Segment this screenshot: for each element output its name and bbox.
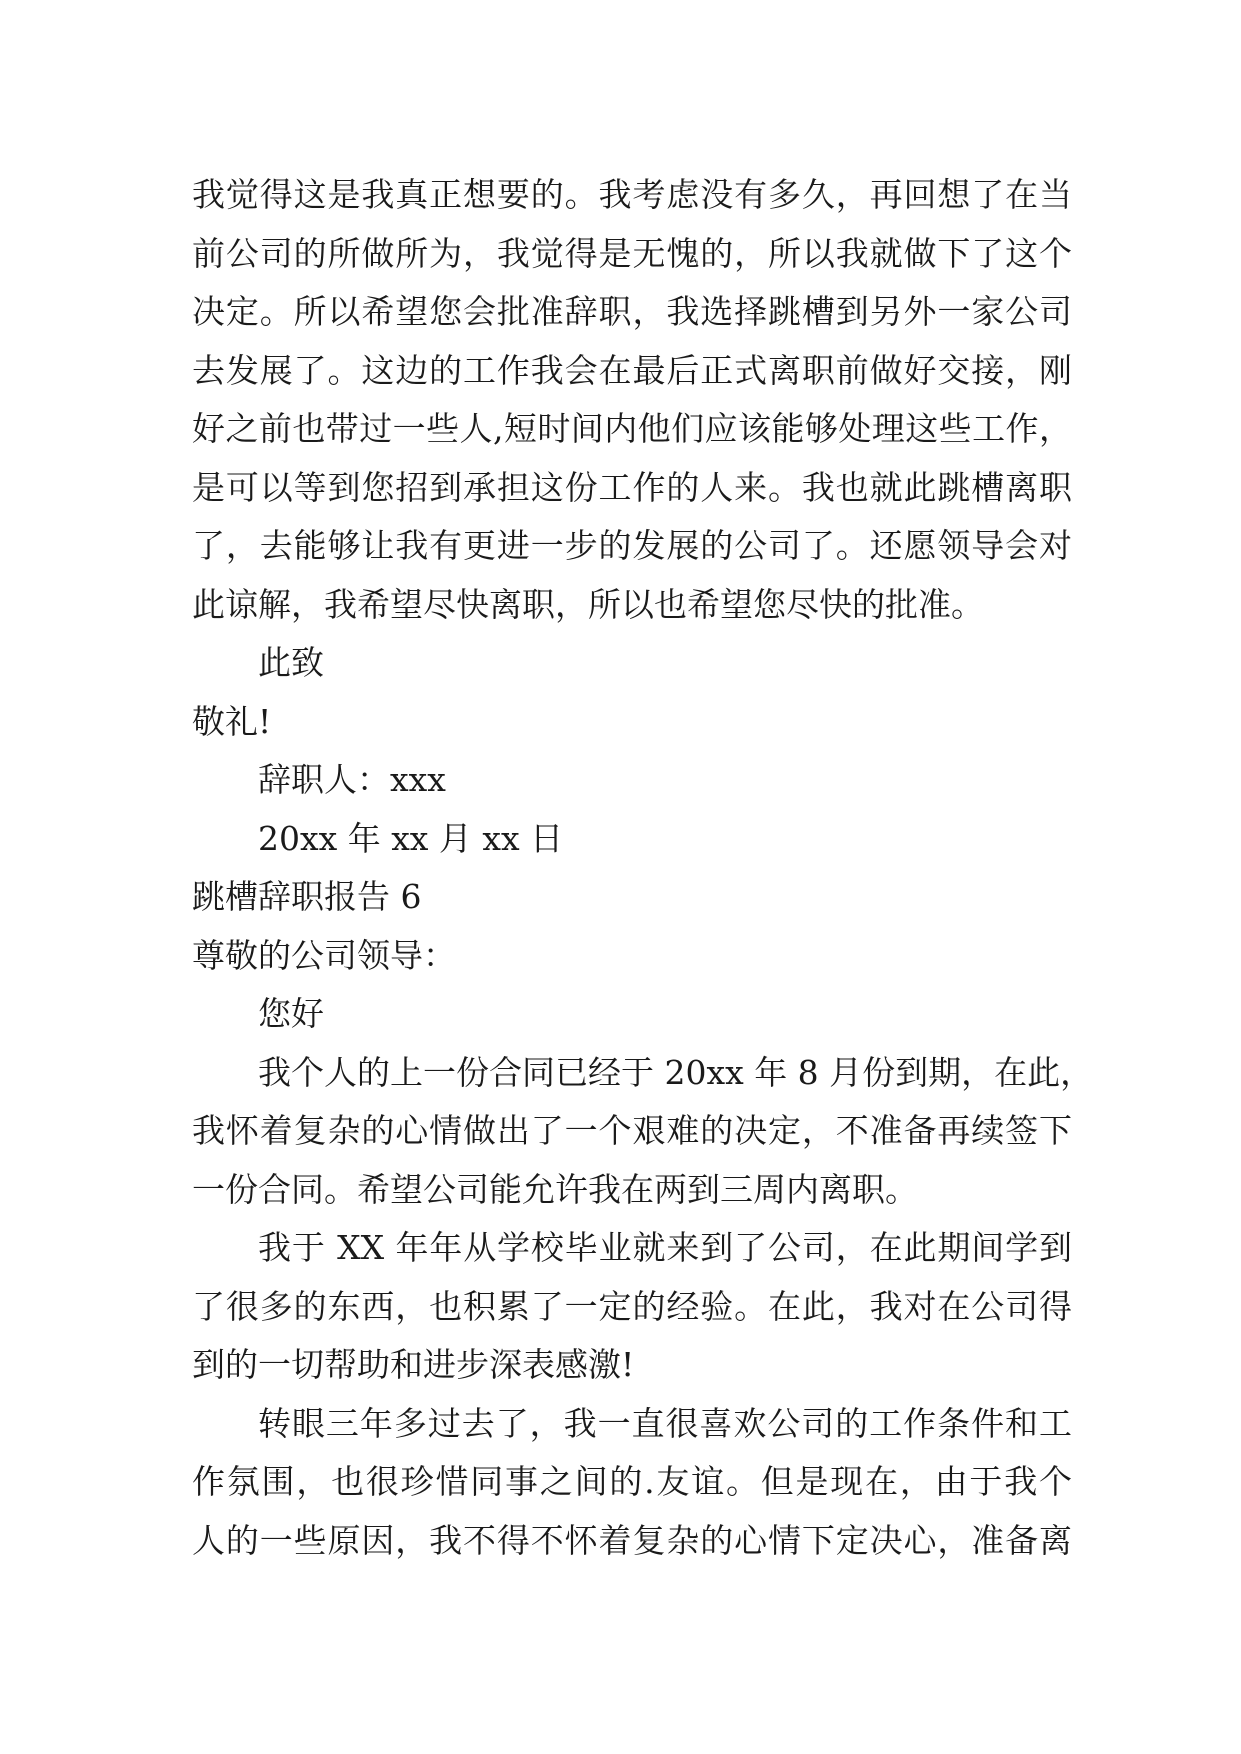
text-line: 去发展了。这边的工作我会在最后正式离职前做好交接，刚 xyxy=(192,350,1072,390)
text-line: 作氛围，也很珍惜同事之间的.友谊。但是现在，由于我个 xyxy=(192,1462,1072,1501)
greeting-to: 尊敬的公司领导： xyxy=(192,935,456,975)
paragraph-3 xyxy=(192,1219,1072,1395)
text-line: 人的一些原因，我不得不怀着复杂的心情下定决心，准备离 xyxy=(192,1520,1072,1560)
text-line: 一份合同。希望公司能允许我在两到三周内离职。 xyxy=(192,1169,918,1209)
text-line: 了，去能够让我有更进一步的发展的公司了。还愿领导会对 xyxy=(192,526,1072,565)
text-line: 前公司的所做所为，我觉得是无愧的，所以我就做下了这个 xyxy=(192,233,1072,273)
paragraph-1 xyxy=(192,166,1072,634)
text-line: 我个人的上一份合同已经于 20xx 年 8 月份到期，在此， xyxy=(258,1052,1094,1092)
text-line: 决定。所以希望您会批准辞职，我选择跳槽到另外一家公司 xyxy=(192,292,1072,331)
closing-text: 此致 xyxy=(258,643,324,682)
text-line: 是可以等到您招到承担这份工作的人来。我也就此跳槽离职 xyxy=(192,467,1072,507)
text-line: 我觉得这是我真正想要的。我考虑没有多久，再回想了在当 xyxy=(192,175,1072,214)
text-line: 好之前也带过一些人,短时间内他们应该能够处理这些工作， xyxy=(192,409,1072,448)
text-line: 了很多的东西，也积累了一定的经验。在此，我对在公司得 xyxy=(192,1286,1072,1326)
section-title: 跳槽辞职报告 6 xyxy=(192,877,422,916)
greeting-text: 您好 xyxy=(258,994,324,1033)
text-line: 我怀着复杂的心情做出了一个艰难的决定，不准备再续签下 xyxy=(192,1111,1072,1150)
text-line: 到的一切帮助和进步深表感激! xyxy=(192,1345,635,1384)
text-line: 转眼三年多过去了，我一直很喜欢公司的工作条件和工 xyxy=(258,1403,1072,1443)
salute-text: 敬礼! xyxy=(192,701,272,741)
text-line: 此谅解，我希望尽快离职，所以也希望您尽快的批准。 xyxy=(192,584,984,624)
document-body xyxy=(192,166,1094,1570)
signer-text: 辞职人：xxx xyxy=(258,760,446,799)
date-text: 20xx 年 xx 月 xx 日 xyxy=(258,818,564,858)
text-line: 我于 XX 年年从学校毕业就来到了公司，在此期间学到 xyxy=(258,1228,1072,1267)
paragraph-2 xyxy=(192,1044,1094,1220)
paragraph-4 xyxy=(192,1395,1072,1571)
